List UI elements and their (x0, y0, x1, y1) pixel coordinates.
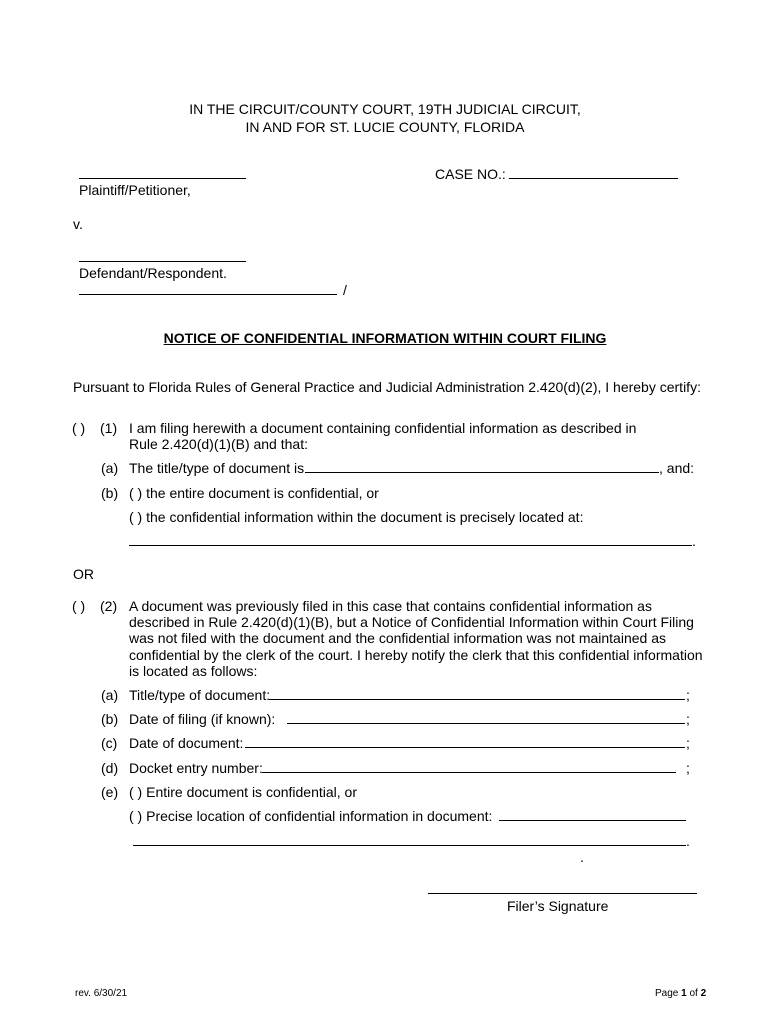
defendant-blank[interactable] (79, 261, 246, 262)
defendant-label: Defendant/Respondent. (79, 265, 227, 281)
page-word: Page (655, 988, 679, 999)
option2-c-semicolon: ; (686, 735, 690, 751)
option2-b-text: Date of filing (if known): (129, 711, 276, 727)
option2-document-date-blank[interactable] (245, 747, 685, 748)
intro-text: Pursuant to Florida Rules of General Practice and Judicial Administration 2.420(d)(2), I hereby certify: (73, 379, 701, 395)
option1-text-line1: I am filing herewith a document containing confidential information as described in (129, 420, 637, 436)
option2-d-text: Docket entry number: (129, 760, 263, 776)
signature-label: Filer’s Signature (507, 898, 609, 914)
option2-e-label: (e) (101, 784, 119, 800)
option1-text-line2: Rule 2.420(d)(1)(B) and that: (129, 436, 308, 452)
option2-stray-dot: . (580, 849, 584, 865)
option2-e-entire-option[interactable]: ( ) Entire document is confidential, or (129, 784, 357, 800)
notice-title: NOTICE OF CONFIDENTIAL INFORMATION WITHIN COURT FILING (163, 330, 607, 346)
option2-a-semicolon: ; (686, 687, 690, 703)
option2-e-end: . (686, 833, 690, 849)
option2-e-precise-option[interactable]: ( ) Precise location of confidential information in document: (129, 808, 493, 824)
option2-text-line: confidential by the clerk of the court. I hereby notify the clerk that this confidential information (129, 647, 703, 663)
option2-c-text: Date of document: (129, 735, 244, 751)
option1-a-text: The title/type of document is (129, 460, 305, 476)
option2-d-label: (d) (101, 760, 119, 776)
option2-number: (2) (100, 598, 118, 614)
plaintiff-blank[interactable] (79, 178, 246, 179)
option2-d-semicolon: ; (686, 760, 690, 776)
page-current: 1 (681, 988, 687, 999)
option1-b-end: . (692, 533, 696, 549)
signature-line[interactable] (428, 893, 697, 894)
option1-number: (1) (100, 420, 118, 436)
case-no-blank[interactable] (509, 178, 678, 179)
or-text: OR (73, 566, 94, 582)
court-header-line1: IN THE CIRCUIT/COUNTY COURT, 19TH JUDICIAL CIRCUIT, (189, 101, 581, 117)
option2-a-label: (a) (101, 687, 119, 703)
option2-filing-date-blank[interactable] (287, 723, 685, 724)
option2-text-line: A document was previously filed in this case that contains confidential information as (129, 598, 652, 614)
option1-b-entire-option[interactable]: ( ) the entire document is confidential, or (129, 485, 379, 501)
option1-a-suffix: , and: (659, 460, 695, 476)
case-no-label: CASE NO.: (435, 166, 506, 182)
page-number (655, 986, 706, 1002)
option2-text-line: described in Rule 2.420(d)(1)(B), but a Notice of Confidential Information within Court Filing (129, 614, 694, 630)
option2-location-continued-blank[interactable] (133, 845, 686, 846)
option1-b-label: (b) (101, 485, 119, 501)
option1-title-blank[interactable] (305, 472, 659, 473)
court-header-line2: IN AND FOR ST. LUCIE COUNTY, FLORIDA (245, 119, 525, 135)
option2-b-label: (b) (101, 711, 119, 727)
option2-c-label: (c) (101, 735, 118, 751)
option2-b-semicolon: ; (686, 711, 690, 727)
caption-slash: / (343, 282, 347, 298)
option2-checkbox[interactable]: ( ) (72, 598, 86, 614)
revision-date: rev. 6/30/21 (75, 988, 128, 999)
option2-text-line: is located as follows: (129, 663, 258, 679)
option1-b-located-option[interactable]: ( ) the confidential information within the document is precisely located at: (129, 509, 584, 525)
option2-docket-blank[interactable] (262, 772, 676, 773)
plaintiff-label: Plaintiff/Petitioner, (79, 182, 191, 198)
versus-text: v. (73, 216, 83, 232)
option2-precise-location-blank[interactable] (499, 820, 686, 821)
caption-closing-blank[interactable] (79, 294, 337, 295)
option2-a-text: Title/type of document: (129, 687, 271, 703)
option1-checkbox[interactable]: ( ) (72, 420, 86, 436)
option1-a-label: (a) (101, 460, 119, 476)
option1-location-blank[interactable] (129, 545, 692, 546)
page-total: 2 (700, 988, 707, 999)
option2-text-line: was not filed with the document and the confidential information was not maintained as (129, 630, 666, 646)
option2-title-blank[interactable] (269, 699, 685, 700)
page-of-word: of (689, 988, 698, 999)
